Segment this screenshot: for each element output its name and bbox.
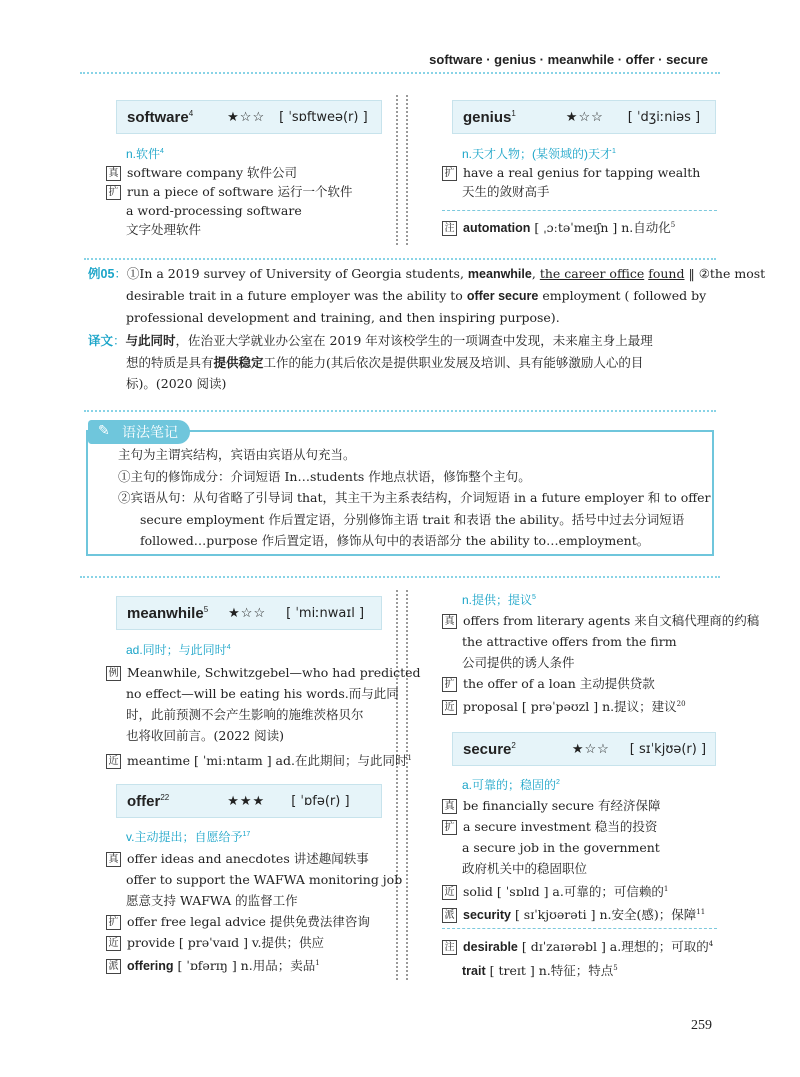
entry-header-secure <box>452 732 716 766</box>
phonetic: [ ˈdʒiːniəs ] <box>627 109 701 125</box>
entry-header-genius <box>452 100 716 134</box>
grammar-notes-title: ✎ 语法笔记 <box>88 420 190 444</box>
entry-header-software <box>116 100 382 134</box>
genius-lines: 扩 have a real genius for tapping wealth 天生的敛财高手 <box>442 163 700 201</box>
entry-header-meanwhile <box>116 596 382 630</box>
offer-noun-lines: 真 offers from literary agents 来自文稿代理商的约稿 the attractive offers from the firm 公司提供的诱人条件 扩 the offer of a loan 主动提供贷款 近 proposal [ prəˈpəʊzl ] n.提议；建议$^{20}$ <box>442 610 759 717</box>
frequency-stars: ★☆☆ <box>565 109 604 125</box>
headword-software: software$^4$ <box>127 108 194 126</box>
section-rule <box>80 576 720 578</box>
running-header: software · genius · meanwhile · offer · secure <box>429 52 708 67</box>
pos-meanwhile: ad.同时；与此同时$^4$ <box>126 643 231 657</box>
phonetic: [ ˈɒfə(r) ] <box>291 793 350 809</box>
genius-note-divider <box>442 210 717 211</box>
meanwhile-example: 例 Meanwhile, Schwitzgebel—who had predicted no effect—will be eating his words.而与此同 时，此前预测不会产生影响的施维茨格贝尔 也将收回前言。(2022 阅读) 近 meantime [ ˈmiːntaɪm ] ad.在此期间；与此同时$^1$ <box>106 662 421 771</box>
example-05: 例05：①In a 2019 survey of University of Georgia students, meanwhile, the career office found ‖ ②the most desirable trait in a future employer was the ability to offer secure employment ( followed by professional development and training, and then inspiring purpose). 译文：与此同时，佐治亚大学就业办公室在 2019 年对该校学生的一项调查中发现，未来雇主身上最理 想的特质是具有提供稳定工作的能力(其后依次是提供职业发展及培训、具有能够激励人心的目 标)。(2020 阅读) <box>88 266 766 391</box>
secure-lines: 真 be financially secure 有经济保障 扩 a secure investment 稳当的投资 a secure job in the government 政府机关中的稳固职位 近 solid [ ˈsɒlɪd ] a.可靠的；可信赖的$^1$ 派 security [ sɪˈkjʊərəti ] n.安全(感)；保障$^{11}$ <box>442 795 705 926</box>
frequency-stars: ★☆☆ <box>227 109 266 125</box>
pos-genius: n.天才人物；(某领域的)天才$^1$ <box>462 147 616 161</box>
page-number: 259 <box>691 1018 712 1033</box>
offer-lines: 真 offer ideas and anecdotes 讲述趣闻轶事 offer to support the WAFWA monitoring job 愿意支持 WAFWA 的监督工作 扩 offer free legal advice 提供免费法律咨询 近 provide [ prəˈvaɪd ] v.提供；供应 派 offering [ ˈɒfərɪŋ ] n.用品；卖品$^1$ <box>106 848 402 977</box>
headword-meanwhile: meanwhile$^5$ <box>127 604 209 622</box>
frequency-stars: ★☆☆ <box>228 605 267 621</box>
column-divider-top <box>396 95 408 245</box>
secure-notes: 注 desirable [ dɪˈzaɪərəbl ] a.理想的；可取的$^4$ trait [ treɪt ] n.特征；特点$^5$ <box>442 934 713 982</box>
phonetic: [ ˈmiːnwaɪl ] <box>286 605 365 621</box>
headword-secure: secure$^2$ <box>463 740 516 758</box>
grammar-notes-text: 主句为主谓宾结构，宾语由宾语从句充当。 ①主句的修饰成分：介词短语 In…students 作地点状语，修饰整个主句。 ②宾语从句：从句省略了引导词 that，其主干为主系表结构，介词短语 in a future employer 和 to offer secure employment 作后置定语，分别修饰主语 trait 和表语 the ability。括号中过去分词短语 followed…purpose 作后置定语，修饰从句中的表语部分 the ability to…employment。 <box>118 447 711 548</box>
entry-header-offer <box>116 784 382 818</box>
software-lines: 真 software company 软件公司 扩 run a piece of software 运行一个软件 a word-processing software 文字处理软件 <box>106 163 352 239</box>
pos-secure: a.可靠的；稳固的$^2$ <box>462 778 560 792</box>
headword-genius: genius$^1$ <box>463 108 516 126</box>
secure-note-divider <box>442 928 717 929</box>
pos-software: n.软件$^4$ <box>126 147 164 161</box>
headword-offer: offer$^{22}$ <box>127 792 170 810</box>
pos-offer: v.主动提出；自愿给予$^{17}$ <box>126 830 251 844</box>
frequency-stars: ★★★ <box>227 793 266 809</box>
genius-note: 注 automation [ ˌɔːtəˈmeɪʃn ] n.自动化$^5$ <box>442 216 675 238</box>
phonetic: [ sɪˈkjʊə(r) ] <box>629 741 707 757</box>
pen-icon: ✎ <box>98 422 110 438</box>
header-rule <box>80 72 720 74</box>
pos-offer-noun: n.提供；提议$^5$ <box>462 593 536 607</box>
phonetic: [ ˈsɒftweə(r) ] <box>279 109 368 125</box>
frequency-stars: ★☆☆ <box>571 741 610 757</box>
